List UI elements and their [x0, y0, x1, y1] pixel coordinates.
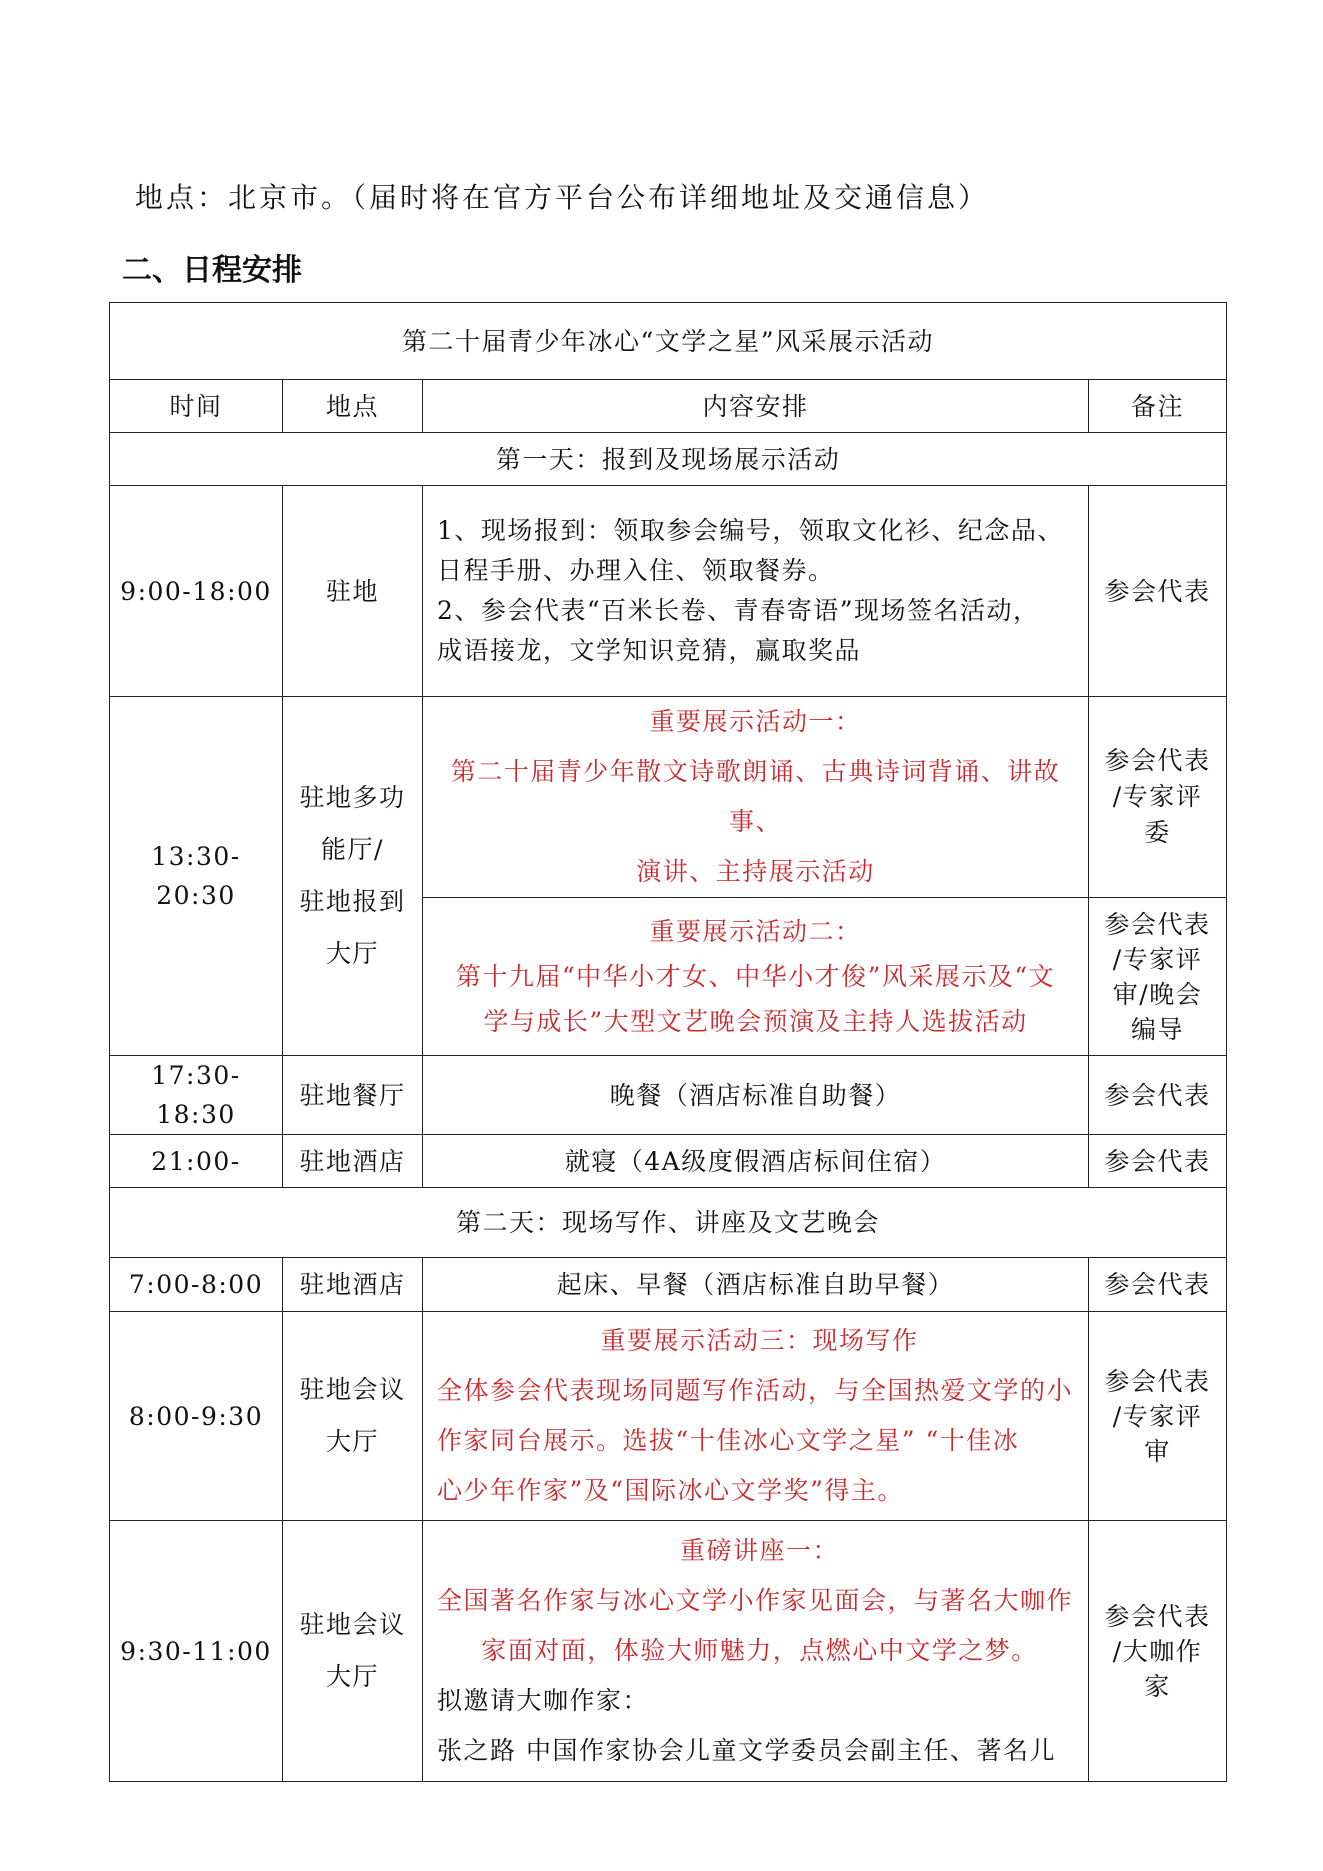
- content-line: 演讲、主持展示活动: [636, 857, 875, 886]
- table-row: [110, 1135, 1227, 1188]
- place-line: 驻地会议: [299, 1610, 406, 1639]
- note-line: 审: [1144, 1436, 1171, 1466]
- table-title: 第二十届青少年冰心“文学之星”风采展示活动: [110, 303, 1227, 380]
- row-time: 21:00-: [110, 1135, 283, 1188]
- day-row: [110, 433, 1227, 486]
- content-line: 成语接龙，文学知识竞猜，赢取奖品: [437, 636, 862, 665]
- content-line: 作家同台展示。选拔“十佳冰心文学之星” “十佳冰: [437, 1426, 1020, 1455]
- content-line: 2、参会代表“百米长卷、青春寄语”现场签名活动，: [437, 596, 1040, 625]
- content-line: 全国著名作家与冰心文学小作家见面会，与著名大咖作: [437, 1586, 1074, 1615]
- row-note: [1089, 697, 1227, 898]
- row-time: 13:30-20:30: [110, 697, 283, 1056]
- content-line: 心少年作家”及“国际冰心文学奖”得主。: [437, 1476, 904, 1505]
- table-row: [110, 1312, 1227, 1521]
- row-time: 9:00-18:00: [110, 486, 283, 697]
- note-line: 参会代表: [1104, 1366, 1211, 1396]
- row-place: 驻地餐厅: [283, 1056, 423, 1135]
- section-title: 二、日程安排: [122, 253, 302, 288]
- note-line: /专家评: [1112, 782, 1203, 811]
- day1-label: 第一天：报到及现场展示活动: [110, 433, 1227, 486]
- note-line: /大咖作: [1112, 1636, 1203, 1666]
- row-content: [423, 898, 1089, 1056]
- activity-title: 重要展示活动一：: [649, 707, 862, 736]
- row-content: [423, 1521, 1089, 1782]
- row-content: 晚餐（酒店标准自助餐）: [423, 1056, 1089, 1135]
- activity-title: 重要展示活动二：: [649, 917, 862, 946]
- row-content: [423, 697, 1089, 898]
- location-line: 地点：北京市。（届时将在官方平台公布详细地址及交通信息）: [135, 181, 990, 214]
- row-note: [1089, 1312, 1227, 1521]
- place-line: 大厅: [325, 1427, 379, 1456]
- row-time: 7:00-8:00: [110, 1258, 283, 1312]
- place-line: 大厅: [325, 939, 379, 968]
- header-content: 内容安排: [423, 380, 1089, 433]
- place-line: 大厅: [325, 1662, 379, 1691]
- row-note: 参会代表: [1089, 1258, 1227, 1312]
- note-line: 参会代表: [1104, 746, 1211, 775]
- day-row: [110, 1188, 1227, 1258]
- row-note: 参会代表: [1089, 1056, 1227, 1135]
- day2-label: 第二天：现场写作、讲座及文艺晚会: [110, 1188, 1227, 1258]
- place-line: 驻地会议: [299, 1375, 406, 1404]
- content-line: 家面对面，体验大师魅力，点燃心中文学之梦。: [481, 1636, 1038, 1665]
- table-row: [110, 1521, 1227, 1782]
- row-place: 驻地: [283, 486, 423, 697]
- table-header-row: [110, 380, 1227, 433]
- note-line: 参会代表: [1104, 909, 1211, 939]
- content-line: 张之路 中国作家协会儿童文学委员会副主任、著名儿: [437, 1736, 1056, 1765]
- header-time: 时间: [110, 380, 283, 433]
- table-row: [110, 697, 1227, 898]
- row-place: [283, 1312, 423, 1521]
- row-time: 9:30-11:00: [110, 1521, 283, 1782]
- row-place: 驻地酒店: [283, 1258, 423, 1312]
- table-row: [110, 1056, 1227, 1135]
- row-content: [423, 1312, 1089, 1521]
- place-line: 能厅/: [321, 835, 384, 864]
- row-content: 起床、早餐（酒店标准自助早餐）: [423, 1258, 1089, 1312]
- place-line: 驻地多功: [299, 783, 406, 812]
- note-line: 家: [1144, 1671, 1171, 1701]
- row-note: [1089, 1521, 1227, 1782]
- note-line: 参会代表: [1104, 1601, 1211, 1631]
- note-line: 审/晚会: [1112, 979, 1203, 1009]
- row-place: [283, 1521, 423, 1782]
- content-line: 第十九届“中华小才女、中华小才俊”风采展示及“文: [455, 962, 1056, 991]
- row-note: 参会代表: [1089, 1135, 1227, 1188]
- row-content: 就寝（4A级度假酒店标间住宿）: [423, 1135, 1089, 1188]
- note-line: 编导: [1131, 1014, 1185, 1044]
- table-row: [110, 1258, 1227, 1312]
- note-line: 委: [1144, 818, 1171, 847]
- content-line: 拟邀请大咖作家：: [437, 1686, 650, 1715]
- content-line: 学与成长”大型文艺晚会预演及主持人选拔活动: [483, 1007, 1028, 1036]
- schedule-table: [109, 302, 1227, 1782]
- activity-title: 重要展示活动三：现场写作: [600, 1326, 919, 1355]
- content-line: 日程手册、办理入住、领取餐券。: [437, 556, 835, 585]
- activity-title: 重磅讲座一：: [679, 1536, 839, 1565]
- row-note: [1089, 898, 1227, 1056]
- content-line: 全体参会代表现场同题写作活动，与全国热爱文学的小: [437, 1376, 1074, 1405]
- content-line: 1、现场报到：领取参会编号，领取文化衫、纪念品、: [437, 516, 1064, 545]
- row-place: [283, 697, 423, 1056]
- note-line: /专家评: [1112, 944, 1203, 974]
- table-row: [110, 486, 1227, 697]
- table-title-row: [110, 303, 1227, 380]
- place-line: 驻地报到: [299, 887, 406, 916]
- header-place: 地点: [283, 380, 423, 433]
- row-place: 驻地酒店: [283, 1135, 423, 1188]
- header-note: 备注: [1089, 380, 1227, 433]
- content-line: 第二十届青少年散文诗歌朗诵、古典诗词背诵、讲故事、: [450, 757, 1061, 836]
- row-time: 17:30-18:30: [110, 1056, 283, 1135]
- note-line: /专家评: [1112, 1401, 1203, 1431]
- row-note: 参会代表: [1089, 486, 1227, 697]
- row-time: 8:00-9:30: [110, 1312, 283, 1521]
- row-content: [423, 486, 1089, 697]
